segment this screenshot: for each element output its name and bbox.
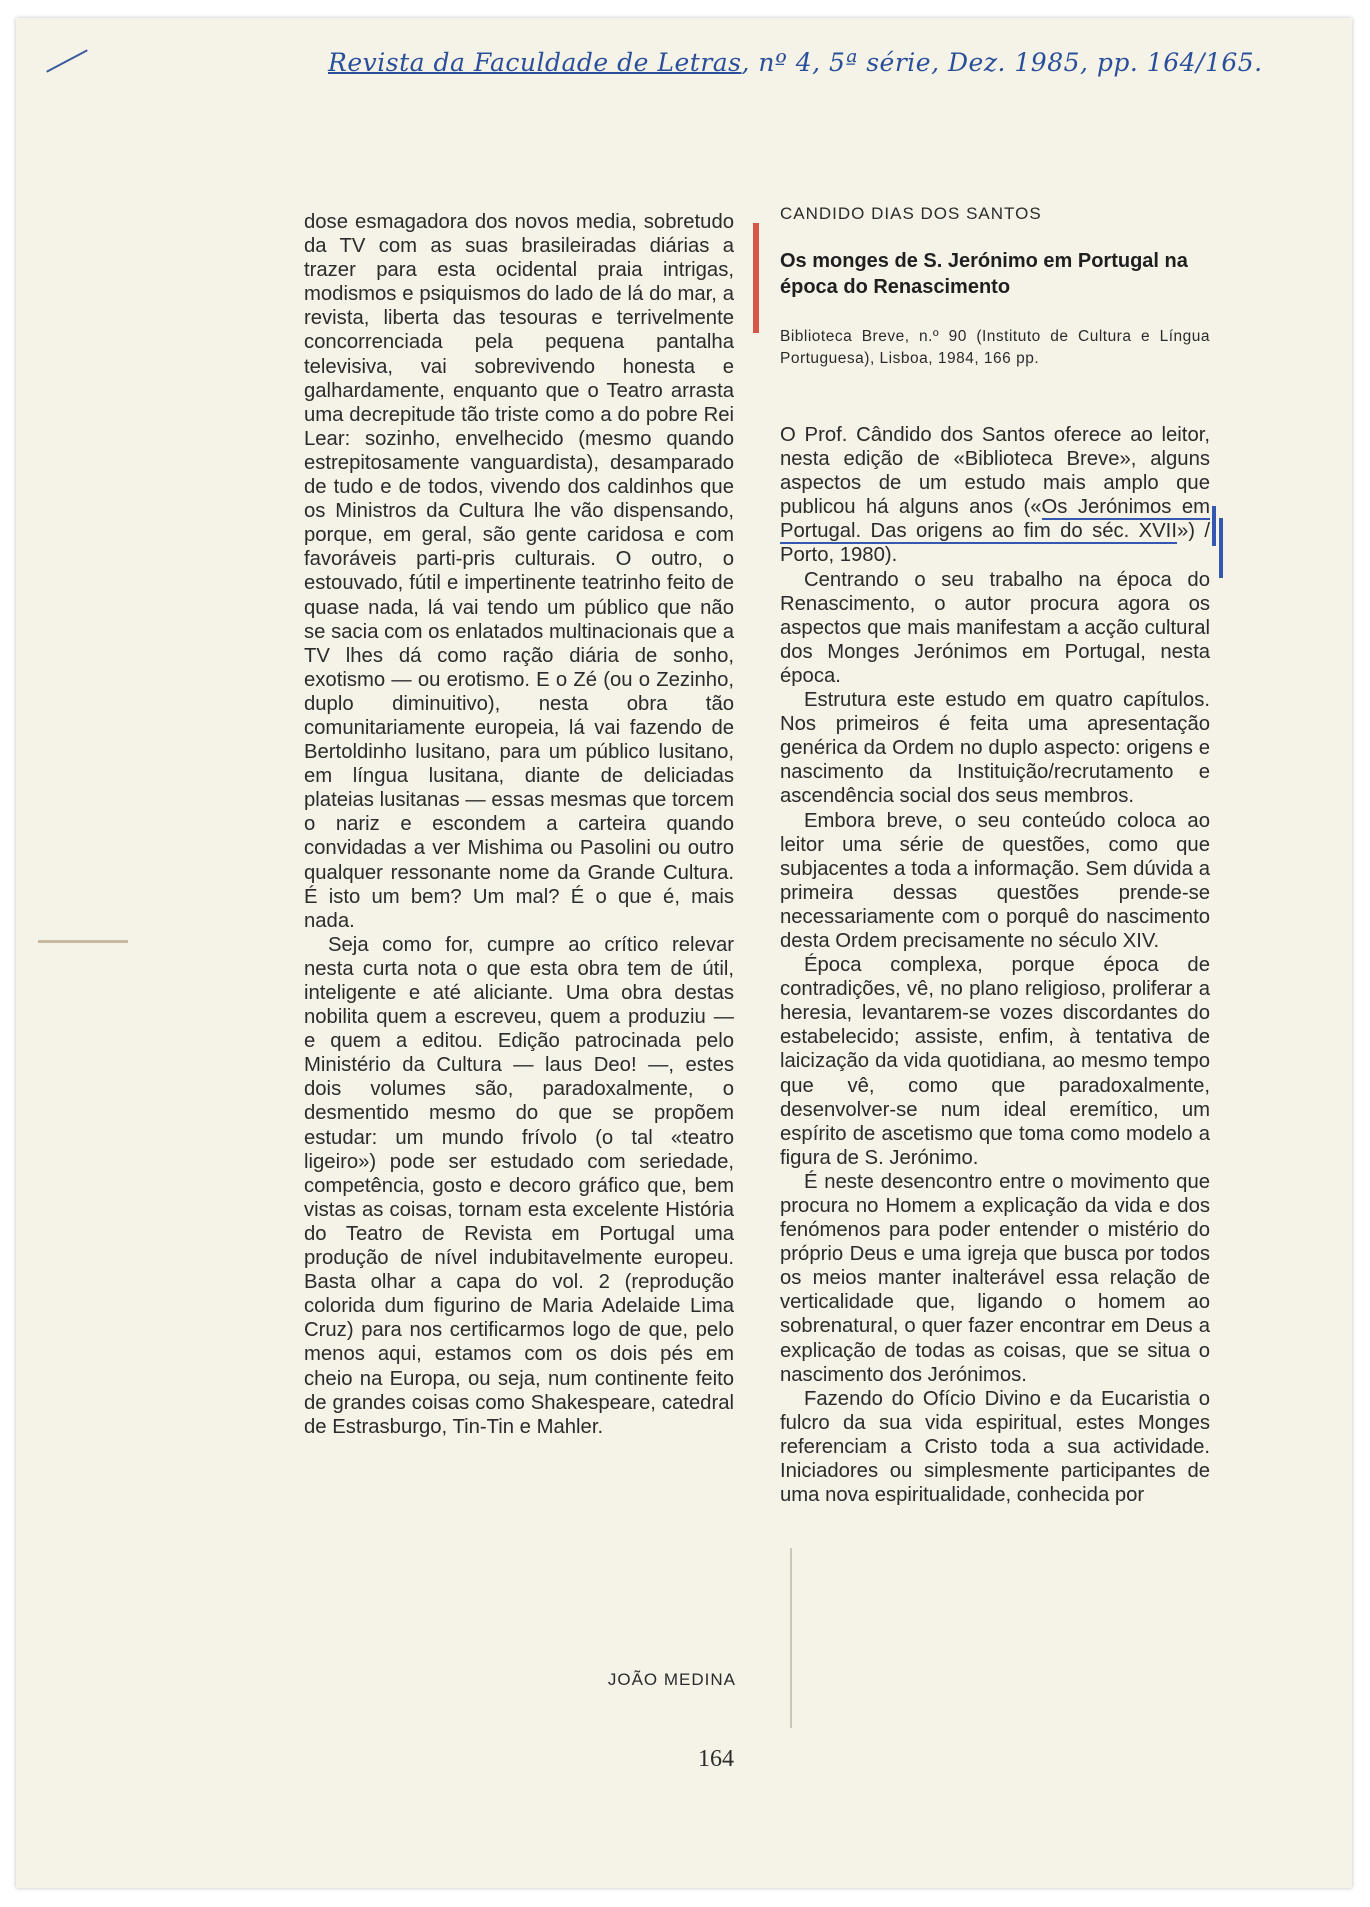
left-paragraph: Seja como for, cumpre ao crítico relevar nesta curta nota o que esta obra tem de útil, inteligente e até aliciante. Uma obra destas nobilita quem a escreveu, quem a produziu — e quem a editou. Edição patrocinada pelo Ministério da Cultura — laus Deo! —, estes dois volumes são, paradoxalmente, o desmentido mesmo do que se propõem estudar: um mundo frívolo (o tal «teatro ligeiro») pode ser estudado com seriedade, competência, gosto e decoro gráfico que, bem vistas as coisas, tornam esta excelente História do Teatro de Revista em Portugal uma produção de nível indubitavelmente europeu. Basta olhar a capa do vol. 2 (reprodução colorida dum figurino de Maria Adelaide Lima Cruz) para nos certificarmos logo de que, pelo menos aqui, estamos com os dois pés em cheio na Europa, ou seja, num continente feito de grandes coisas como Shakespeare, catedral de Estrasburgo, Tin-Tin e Mahler. <box>304 933 734 1438</box>
handwritten-issue-details: , nº 4, 5ª série, Dez. 1985, pp. 164/165. <box>741 48 1263 77</box>
handwritten-journal-name: Revista da Faculdade de Letras <box>328 48 742 77</box>
scanned-page <box>16 18 1352 1888</box>
left-column-text <box>304 210 734 1439</box>
book-reference: Biblioteca Breve, n.º 90 (Instituto de Cultura e Língua Portuguesa), Lisboa, 1984, 166 pp. <box>780 328 1210 367</box>
right-column-text <box>780 423 1210 1507</box>
review-author-signature: JOÃO MEDINA <box>607 1670 736 1689</box>
right-paragraph: Época complexa, porque época de contradições, vê, no plano religioso, proliferar a heresia, levantarem-se vozes discordantes do estabelecido; assiste, enfim, à tentativa de laicização da vida quotidiana, ao mesmo tempo que vê, como que paradoxalmente, desenvolver-se num ideal eremítico, um espírito de ascetismo que toma como modelo a figura de S. Jerónimo. <box>780 954 1210 1169</box>
margin-smudge-mark <box>38 940 128 943</box>
right-paragraph: É neste desencontro entre o movimento que procura no Homem a explicação da vida e dos fenómenos para poder entender o mistério do próprio Deus e uma igreja que busca por todos os meios manter inalterável essa relação de verticalidade que, ligando o homem ao sobrenatural, o quer fazer encontrar em Deus a explicação de todas as coisas, que se situa o nascimento dos Jerónimos. <box>780 1170 1210 1386</box>
blue-pen-margin-mark <box>1219 518 1223 578</box>
left-paragraph: dose esmagadora dos novos media, sobretudo da TV com as suas brasileiradas diárias a trazer para esta ocidental praia intrigas, modismos e psiquismos do lado de lá do mar, a revista, liberta das tesouras e terrivelmente concorrenciada pela pequena pantalha televisiva, vai sobrevivendo honesta e galhardamente, enquanto que o Teatro arrasta uma decrepitude tão triste como a do pobre Rei Lear: sozinho, envelhecido (mesmo quando estrepitosamente vanguardista), desamparado de tudo e de todos, vivendo dos caldinhos que os Ministros da Cultura lhe vão dispensando, porque, em geral, são gente caridosa e com favoráveis parti-pris culturais. O outro, o estouvado, fútil e impertinente teatrinho feito de quase nada, lá vai tendo um público que não se sacia com os enlatados multinacionais que a TV lhes dá como ração diária de sonho, exotismo — ou erotismo. E o Zé (ou o Zezinho, duplo diminuitivo), nesta obra tão comunitariamente europeia, lá vai fazendo de Bertoldinho lusitano, para um público lusitano, em língua lusitana, diante de deliciadas plateias lusitanas — essas mesmas que torcem o nariz e escondem a carteira quando convidadas a ver Mishima ou Pasolini ou outro qualquer ressonante nome da Grande Cultura. É isto um bem? Um mal? É o que é, mais nada. <box>304 211 734 932</box>
book-author: CANDIDO DIAS DOS SANTOS <box>780 204 1042 223</box>
right-paragraph: Centrando o seu trabalho na época do Renascimento, o autor procura agora os aspectos que mais manifestam a acção cultural dos Monges Jerónimos em Portugal, nesta época. <box>780 568 1210 687</box>
underlined-cited-title: Os Jerónimos em Portugal. Das origens ao fim do séc. XVII <box>780 496 1210 543</box>
blue-pen-margin-mark <box>1212 506 1216 546</box>
page-number: 164 <box>698 1746 734 1772</box>
right-paragraph: Embora breve, o seu conteúdo coloca ao leitor uma série de questões, como que subjacentes a toda a informação. Sem dúvida a primeira dessas questões prende-se necessariamente com o porquê do nascimento desta Ordem precisamente no século XIV. <box>780 809 1210 952</box>
intro-text-end: ») / Porto, 1980). <box>780 520 1210 567</box>
right-paragraph: Estrutura este estudo em quatro capítulos. Nos primeiros é feita uma apresentação genérica da Ordem no duplo aspecto: origens e nascimento da Instituição/recrutamento e ascendência social dos seus membros. <box>780 689 1210 808</box>
intro-text-start: O Prof. Cândido dos Santos oferece ao leitor, nesta edição de «Biblioteca Breve», alguns aspectos de um estudo mais amplo que publicou há alguns anos (« <box>780 424 1210 519</box>
red-marker-highlight <box>753 223 759 333</box>
pen-stroke-mark <box>46 49 88 72</box>
handwritten-source-note <box>328 48 1328 77</box>
column-fold-line <box>790 1548 792 1728</box>
intro-paragraph <box>780 423 1210 568</box>
book-title: Os monges de S. Jerónimo em Portugal na época do Renascimento <box>780 250 1188 298</box>
right-paragraph: Fazendo do Ofício Divino e da Eucaristia o fulcro da sua vida espiritual, estes Monges referenciam a Cristo toda a sua actividade. Iniciadores ou simplesmente participantes de uma nova espiritualidade, conhecida por <box>780 1387 1210 1507</box>
